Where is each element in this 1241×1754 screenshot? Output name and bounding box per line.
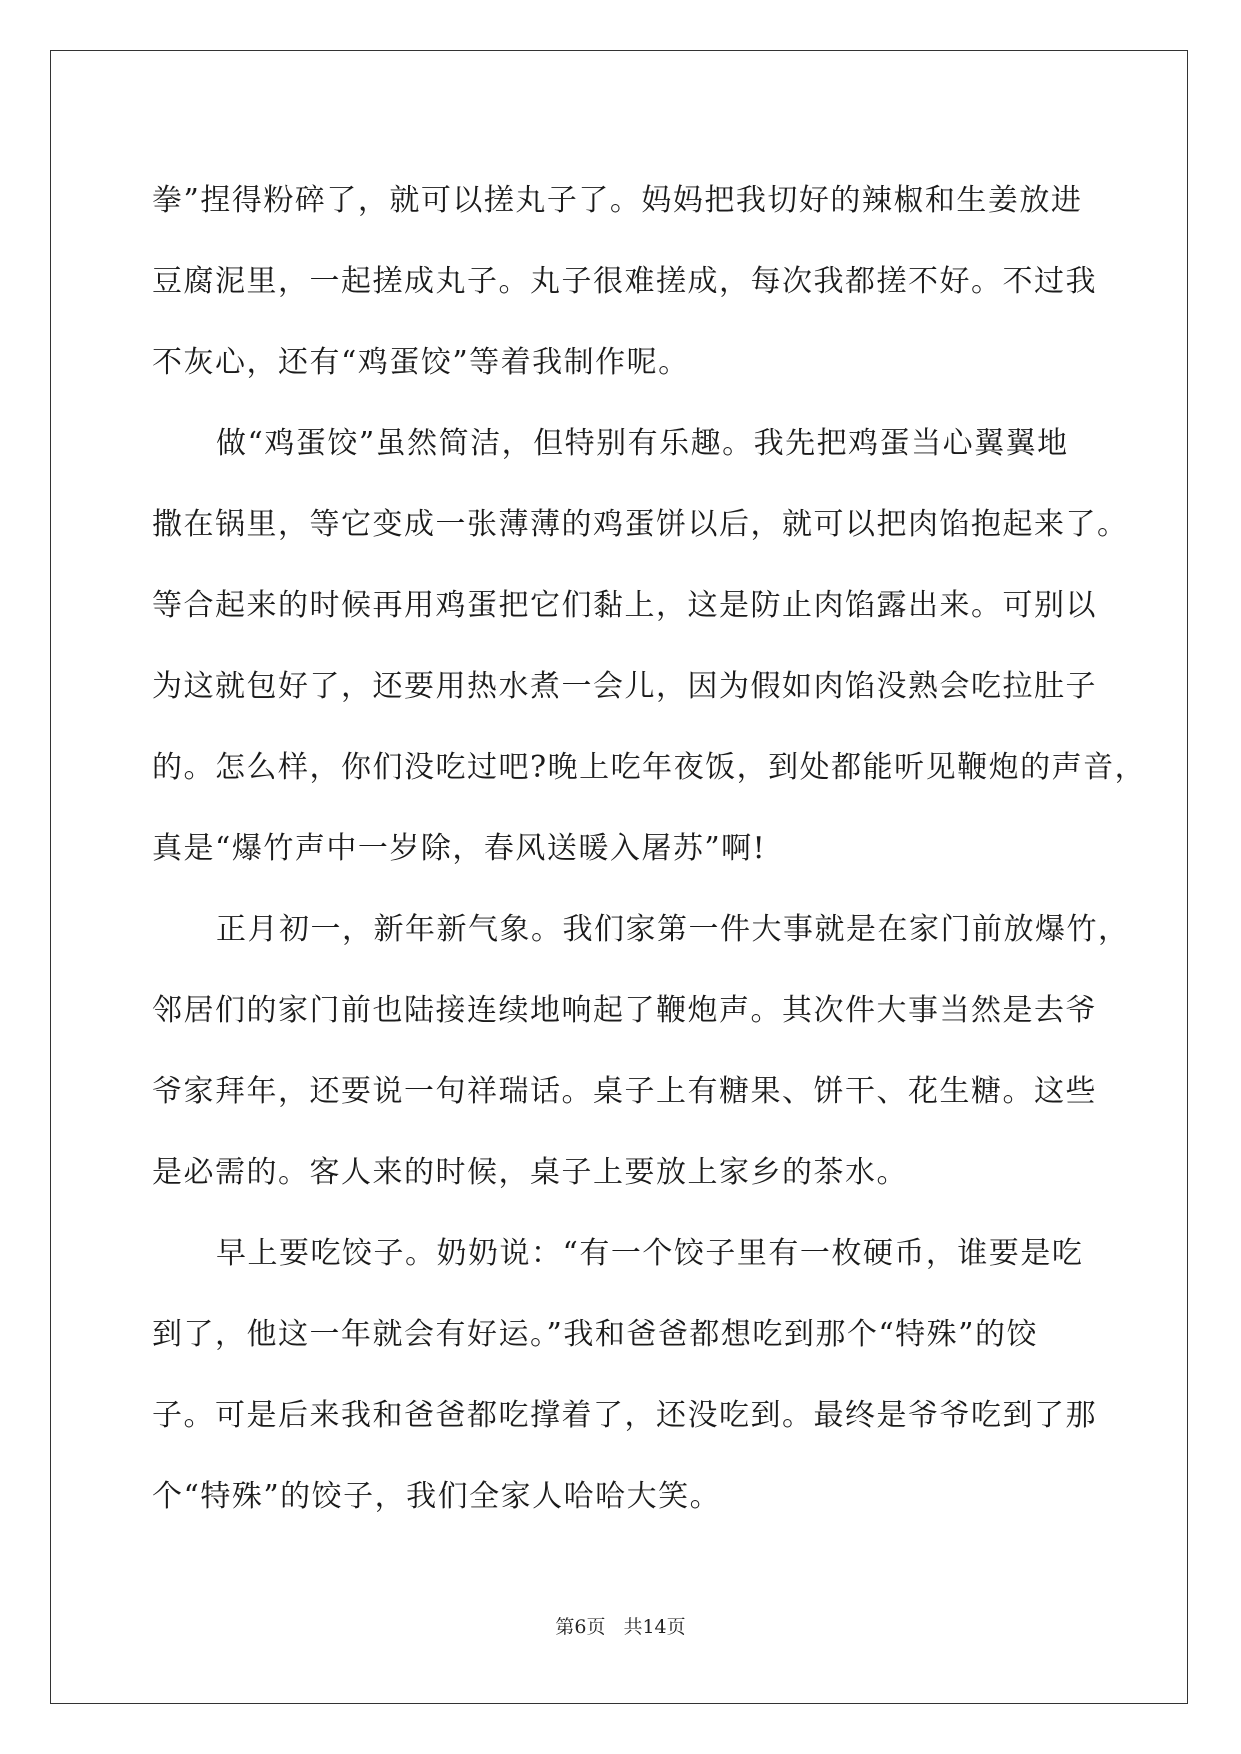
text-line: 的。怎么样，你们没吃过吧?晚上吃年夜饭，到处都能听见鞭炮的声音， (152, 750, 1147, 785)
page-total: 共14页 (623, 1616, 686, 1638)
text-line: 撒在锅里，等它变成一张薄薄的鸡蛋饼以后，就可以把肉馅抱起来了。 (152, 507, 1129, 542)
text-line: 拳”捏得粉碎了，就可以搓丸子了。妈妈把我切好的辣椒和生姜放进 (152, 183, 1083, 218)
paragraph-start-line: 做“鸡蛋饺”虽然简洁，但特别有乐趣。我先把鸡蛋当心翼翼地 (216, 426, 1069, 461)
page-number: 第6页 (555, 1616, 606, 1638)
document-body (152, 160, 1147, 1537)
paragraph-start-line: 正月初一，新年新气象。我们家第一件大事就是在家门前放爆竹， (216, 912, 1130, 947)
text-line: 是必需的。客人来的时候，桌子上要放上家乡的茶水。 (152, 1155, 908, 1190)
text-line: 不灰心，还有“鸡蛋饺”等着我制作呢。 (152, 345, 690, 380)
text-line: 邻居们的家门前也陆接连续地响起了鞭炮声。其次件大事当然是去爷 (152, 993, 1097, 1028)
text-line: 为这就包好了，还要用热水煮一会儿，因为假如肉馅没熟会吃拉肚子 (152, 669, 1097, 704)
text-line: 等合起来的时候再用鸡蛋把它们黏上，这是防止肉馅露出来。可别以 (152, 588, 1097, 623)
text-line: 爷家拜年，还要说一句祥瑞话。桌子上有糖果、饼干、花生糖。这些 (152, 1074, 1097, 1109)
text-line: 个“特殊”的饺子，我们全家人哈哈大笑。 (152, 1479, 722, 1514)
page-footer (0, 1612, 1241, 1639)
text-line: 豆腐泥里，一起搓成丸子。丸子很难搓成，每次我都搓不好。不过我 (152, 264, 1097, 299)
text-line: 真是“爆竹声中一岁除，春风送暖入屠苏”啊! (152, 831, 767, 866)
text-line: 子。可是后来我和爸爸都吃撑着了，还没吃到。最终是爷爷吃到了那 (152, 1398, 1097, 1433)
text-line: 到了，他这一年就会有好运。”我和爸爸都想吃到那个“特殊”的饺 (152, 1317, 1039, 1352)
paragraph-start-line: 早上要吃饺子。奶奶说：“有一个饺子里有一枚硬币，谁要是吃 (216, 1236, 1084, 1271)
